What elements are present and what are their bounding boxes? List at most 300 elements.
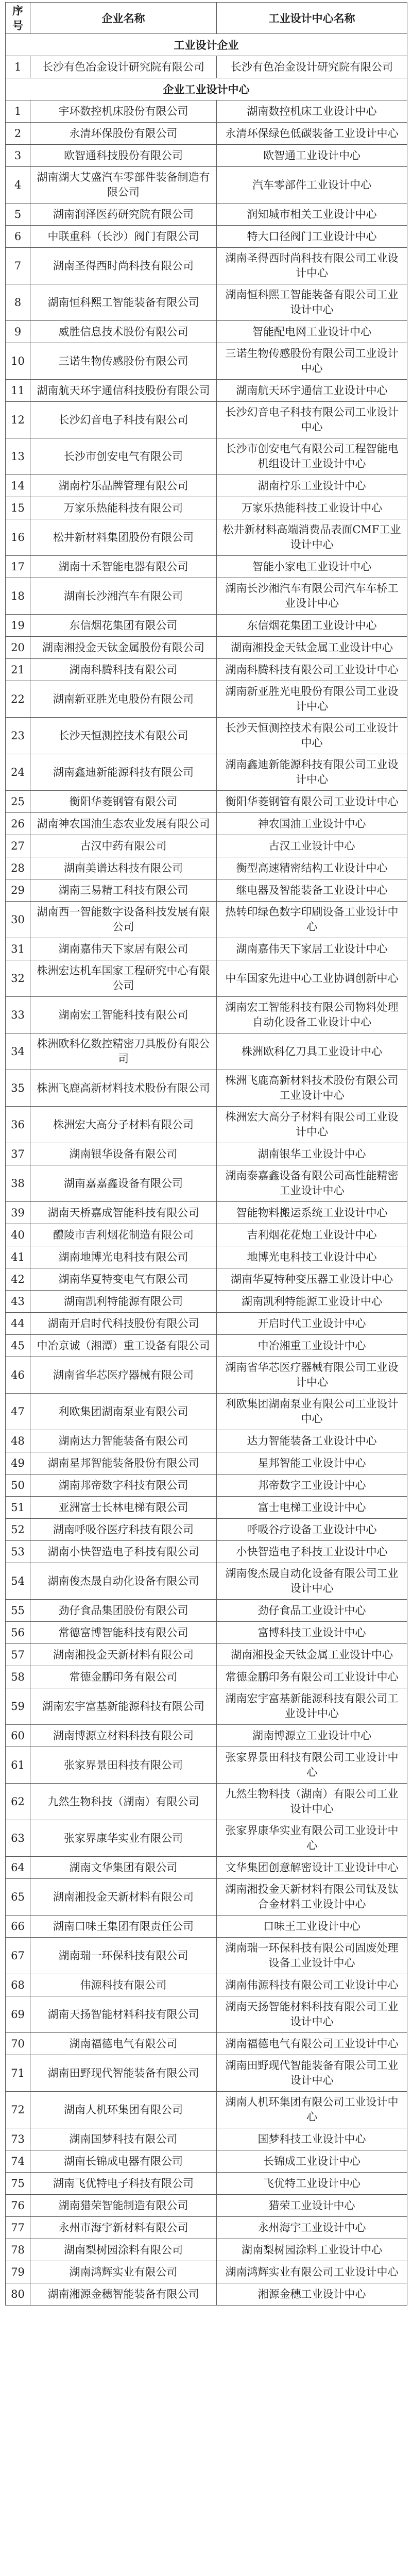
company-name: 湖南润泽医药研究院有限公司 [30,204,217,226]
table-row [6,1394,407,1430]
company-name: 湖南湘源金穗智能装备有限公司 [30,2283,217,2306]
design-center-name: 湖南圣得西时尚科技有限公司工业设计中心 [217,248,407,284]
table-row [6,1202,407,1224]
company-name: 湖南地博光电科技有限公司 [30,1246,217,1268]
row-num: 41 [6,1246,30,1268]
company-name: 湖南宏宇富基新能源科技有限公司 [30,1688,217,1725]
company-name: 湖南湘投金天新材料有限公司 [30,1879,217,1916]
design-center-name: 湖南人机环集团有限公司工业设计中心 [217,2092,407,2128]
table-row [6,1246,407,1268]
company-name: 湖南文华集团有限公司 [30,1857,217,1879]
row-num: 7 [6,248,30,284]
header-center: 工业设计中心名称 [217,3,407,34]
table-row [6,997,407,1033]
company-name: 湖南华夏特变电气有限公司 [30,1268,217,1291]
company-name: 湖南小快智造电子科技有限公司 [30,1541,217,1563]
row-num: 77 [6,2217,30,2239]
table-row [6,1784,407,1820]
company-name: 三诺生物传感股份有限公司 [30,343,217,380]
design-center-name: 湖南新亚胜光电股份有限公司工业设计中心 [217,681,407,718]
design-center-name: 长沙天恒测控技术有限公司工业设计中心 [217,718,407,754]
design-center-name: 开启时代工业设计中心 [217,1313,407,1335]
company-name: 衡阳华菱钢管有限公司 [30,791,217,813]
row-num: 9 [6,321,30,343]
design-center-name: 万家乐热能科技工业设计中心 [217,497,407,519]
company-name: 湖南开启时代科技股份有限公司 [30,1313,217,1335]
row-num: 1 [6,56,30,78]
table-row [6,2173,407,2195]
table-row [6,475,407,497]
company-name: 松井新材料集团股份有限公司 [30,519,217,556]
design-center-name: 湖南数控机床工业设计中心 [217,100,407,123]
company-name: 宇环数控机床股份有限公司 [30,100,217,123]
company-name: 湖南嘉伟天下家居有限公司 [30,938,217,960]
row-num: 26 [6,813,30,835]
design-center-name: 神农国油工业设计中心 [217,813,407,835]
design-center-name: 湖南鑫迪新能源科技有限公司工业设计中心 [217,754,407,791]
design-center-name: 衡阳华菱钢管有限公司工业设计中心 [217,791,407,813]
design-center-name: 株洲宏大高分子材料有限公司工业设计中心 [217,1107,407,1143]
table-row [6,1541,407,1563]
table-row [6,1879,407,1916]
row-num: 2 [6,123,30,145]
company-name: 张家界景田科技有限公司 [30,1747,217,1784]
row-num: 34 [6,1033,30,1070]
company-name: 九然生物科技（湖南）有限公司 [30,1784,217,1820]
row-num: 66 [6,1916,30,1938]
design-center-name: 欧智通工业设计中心 [217,145,407,167]
company-name: 湖南鑫迪新能源科技有限公司 [30,754,217,791]
design-center-name: 长锦成工业设计中心 [217,2150,407,2173]
row-num: 63 [6,1820,30,1857]
table-row [6,204,407,226]
design-center-name: 湖南恒科熙工智能装备有限公司工业设计中心 [217,284,407,321]
row-num: 5 [6,204,30,226]
company-name: 醴陵市吉利烟花制造有限公司 [30,1224,217,1246]
design-center-name: 湖南天扬智能材料科技有限公司工业设计中心 [217,1996,407,2033]
design-center-name: 汽车零部件工业设计中心 [217,167,407,204]
table-row [6,1335,407,1357]
row-num: 40 [6,1224,30,1246]
company-name: 欧智通科技股份有限公司 [30,145,217,167]
row-num: 1 [6,100,30,123]
design-center-name: 湖南泰嘉鑫设备有限公司高性能精密工业设计中心 [217,1165,407,1202]
company-name: 湖南湘投金天新材料有限公司 [30,1644,217,1666]
row-num: 3 [6,145,30,167]
company-name: 长沙幻音电子科技有限公司 [30,402,217,438]
design-center-name: 湖南伟源科技有限公司工业设计中心 [217,1974,407,1996]
row-num: 4 [6,167,30,204]
company-name: 湖南美谱达科技有限公司 [30,857,217,879]
design-center-name: 利欧集团湖南泵业有限公司工业设计中心 [217,1394,407,1430]
table-row [6,248,407,284]
table-row [6,2128,407,2150]
row-num: 62 [6,1784,30,1820]
design-center-name: 文华集团创意解密设计工业设计中心 [217,1857,407,1879]
company-name: 湖南圣得西时尚科技有限公司 [30,248,217,284]
table-row [6,123,407,145]
design-center-name: 继电器及智能装备工业设计中心 [217,879,407,902]
company-name: 湖南新亚胜光电股份有限公司 [30,681,217,718]
table-row [6,1519,407,1541]
table-row [6,637,407,659]
company-name: 长沙天恒测控技术有限公司 [30,718,217,754]
row-num: 6 [6,226,30,248]
table-row [6,402,407,438]
row-num: 53 [6,1541,30,1563]
row-num: 14 [6,475,30,497]
row-num: 69 [6,1996,30,2033]
design-center-name: 星邦智能工业设计中心 [217,1452,407,1475]
table-row [6,1600,407,1622]
company-name: 长沙有色冶金设计研究院有限公司 [30,56,217,78]
table-row [6,791,407,813]
table-row [6,2055,407,2092]
table-row [6,1430,407,1452]
design-center-name: 湖南俊杰晟自动化设备有限公司工业设计中心 [217,1563,407,1600]
company-name: 湖南省华芯医疗器械有限公司 [30,1357,217,1394]
table-row [6,2195,407,2217]
table-row [6,56,407,78]
design-center-name: 中车国家先进中心工业协调创新中心 [217,960,407,997]
row-num: 23 [6,718,30,754]
row-num: 65 [6,1879,30,1916]
header-name: 企业名称 [30,3,217,34]
row-num: 48 [6,1430,30,1452]
company-name: 湖南飞优特电子科技有限公司 [30,2173,217,2195]
table-row [6,578,407,615]
company-name: 湖南达力智能装备有限公司 [30,1430,217,1452]
design-center-name: 湖南嘉伟天下家居工业设计中心 [217,938,407,960]
row-num: 18 [6,578,30,615]
row-num: 73 [6,2128,30,2150]
company-name: 利欧集团湖南泵业有限公司 [30,1394,217,1430]
table-row [6,1268,407,1291]
row-num: 57 [6,1644,30,1666]
table-row [6,681,407,718]
design-center-name: 湖南梨树园涂料工业设计中心 [217,2239,407,2261]
section-title: 企业工业设计中心 [6,78,407,100]
table-row [6,1916,407,1938]
table-row [6,1357,407,1394]
table-row [6,145,407,167]
design-center-name: 永州海宇工业设计中心 [217,2217,407,2239]
row-num: 51 [6,1497,30,1519]
row-num: 60 [6,1725,30,1747]
table-row [6,1747,407,1784]
company-name: 中联重科（长沙）阀门有限公司 [30,226,217,248]
design-center-name: 富士电梯工业设计中心 [217,1497,407,1519]
table-row [6,1857,407,1879]
table-row [6,2217,407,2239]
design-center-name: 九然生物科技（湖南）有限公司工业设计中心 [217,1784,407,1820]
company-name: 湖南科腾科技有限公司 [30,659,217,681]
row-num: 61 [6,1747,30,1784]
company-name: 伟源科技有限公司 [30,1974,217,1996]
row-num: 13 [6,438,30,475]
company-name: 劲仔食品集团股份有限公司 [30,1600,217,1622]
row-num: 37 [6,1143,30,1165]
table-row [6,1563,407,1600]
company-name: 湖南口味王集团有限责任公司 [30,1916,217,1938]
table-row [6,1291,407,1313]
table-row [6,1688,407,1725]
table-row [6,1622,407,1644]
table-row [6,497,407,519]
table-row [6,321,407,343]
row-num: 72 [6,2092,30,2128]
design-center-name: 古汉工业设计中心 [217,835,407,857]
company-name: 株洲宏达机车国家工程研究中心有限公司 [30,960,217,997]
table-row [6,556,407,578]
company-name: 株洲欧科亿数控精密刀具股份有限公司 [30,1033,217,1070]
table-row [6,1313,407,1335]
company-name: 湖南博源立材料科技有限公司 [30,1725,217,1747]
company-name: 长沙市创安电气有限公司 [30,438,217,475]
company-name: 株洲宏大高分子材料有限公司 [30,1107,217,1143]
row-num: 22 [6,681,30,718]
company-name: 湖南宏工智能科技有限公司 [30,997,217,1033]
table-row [6,1974,407,1996]
company-name: 湖南凯利特能源有限公司 [30,1291,217,1313]
row-num: 68 [6,1974,30,1996]
row-num: 11 [6,380,30,402]
company-name: 湖南天桥嘉成智能科技有限公司 [30,1202,217,1224]
table-row [6,1143,407,1165]
table-row [6,1666,407,1688]
company-name: 湖南银华设备有限公司 [30,1143,217,1165]
row-num: 56 [6,1622,30,1644]
company-name: 湖南航天环宇通信科技股份有限公司 [30,380,217,402]
design-center-name: 湖南鸿辉实业有限公司工业设计中心 [217,2261,407,2283]
table-row [6,857,407,879]
row-num: 30 [6,902,30,938]
row-num: 35 [6,1070,30,1107]
design-center-name: 湖南凯利特能源工业设计中心 [217,1291,407,1313]
company-name: 常德富博智能科技有限公司 [30,1622,217,1644]
design-center-name: 衡型高速精密结构工业设计中心 [217,857,407,879]
design-center-name: 中冶湘重工业设计中心 [217,1335,407,1357]
design-center-name: 湖南瑞一环保科技有限公司固废处理设备工业设计中心 [217,1938,407,1974]
company-name: 湖南梨树园涂料有限公司 [30,2239,217,2261]
row-num: 16 [6,519,30,556]
row-num: 32 [6,960,30,997]
company-name: 湖南柠乐品牌管理有限公司 [30,475,217,497]
row-num: 54 [6,1563,30,1600]
row-num: 8 [6,284,30,321]
design-center-name: 株洲欧科亿刀具工业设计中心 [217,1033,407,1070]
design-center-name: 湖南华夏特种变压器工业设计中心 [217,1268,407,1291]
company-name: 湖南天扬智能材料科技有限公司 [30,1996,217,2033]
row-num: 10 [6,343,30,380]
row-num: 55 [6,1600,30,1622]
enterprise-table [5,2,407,2306]
table-row [6,343,407,380]
row-num: 44 [6,1313,30,1335]
company-name: 亚洲富士长林电梯有限公司 [30,1497,217,1519]
table-row [6,2033,407,2055]
row-num: 36 [6,1107,30,1143]
design-center-name: 湖南宏宇富基新能源科技有限公司工业设计中心 [217,1688,407,1725]
table-row [6,226,407,248]
row-num: 24 [6,754,30,791]
table-row [6,1224,407,1246]
company-name: 湖南俊杰晟自动化设备有限公司 [30,1563,217,1600]
design-center-name: 达力智能装备工业设计中心 [217,1430,407,1452]
design-center-name: 富博科技工业设计中心 [217,1622,407,1644]
company-name: 湖南湖大艾盛汽车零部件装备制造有限公司 [30,167,217,204]
design-center-name: 热转印绿色数字印刷设备工业设计中心 [217,902,407,938]
table-row [6,100,407,123]
table-row [6,167,407,204]
company-name: 湖南国梦科技有限公司 [30,2128,217,2150]
company-name: 常德金鹏印务有限公司 [30,1666,217,1688]
design-center-name: 小快智造电子科技工业设计中心 [217,1541,407,1563]
design-center-name: 湖南省华芯医疗器械有限公司工业设计中心 [217,1357,407,1394]
row-num: 28 [6,857,30,879]
row-num: 17 [6,556,30,578]
row-num: 46 [6,1357,30,1394]
table-row [6,1938,407,1974]
row-num: 75 [6,2173,30,2195]
table-row [6,1165,407,1202]
table-row [6,938,407,960]
design-center-name: 湖南湘投金天新材料有限公司钛及钛合金材料工业设计中心 [217,1879,407,1916]
company-name: 湖南鸿辉实业有限公司 [30,2261,217,2283]
table-row [6,1725,407,1747]
design-center-name: 智能配电网工业设计中心 [217,321,407,343]
row-num: 19 [6,615,30,637]
row-num: 78 [6,2239,30,2261]
table-row [6,1644,407,1666]
row-num: 71 [6,2055,30,2092]
table-row [6,2092,407,2128]
company-name: 湖南福德电气有限公司 [30,2033,217,2055]
row-num: 15 [6,497,30,519]
design-center-name: 湖南湘投金天钛金属工业设计中心 [217,637,407,659]
row-num: 45 [6,1335,30,1357]
row-num: 59 [6,1688,30,1725]
design-center-name: 常德金鹏印务有限公司工业设计中心 [217,1666,407,1688]
design-center-name: 三诺生物传感股份有限公司工业设计中心 [217,343,407,380]
row-num: 31 [6,938,30,960]
table-row [6,813,407,835]
design-center-name: 猎荣工业设计中心 [217,2195,407,2217]
table-row [6,2150,407,2173]
row-num: 20 [6,637,30,659]
company-name: 中冶京诚（湘潭）重工设备有限公司 [30,1335,217,1357]
design-center-name: 国梦科技工业设计中心 [217,2128,407,2150]
design-center-name: 飞优特工业设计中心 [217,2173,407,2195]
table-row [6,380,407,402]
section-row [6,78,407,100]
company-name: 永清环保股份有限公司 [30,123,217,145]
design-center-name: 东信烟花集团工业设计中心 [217,615,407,637]
design-center-name: 口味王工业设计中心 [217,1916,407,1938]
design-center-name: 呼吸谷疗设备工业设计中心 [217,1519,407,1541]
table-row [6,754,407,791]
company-name: 湖南神农国油生态农业发展有限公司 [30,813,217,835]
design-center-name: 湖南航天环宇通信工业设计中心 [217,380,407,402]
company-name: 湖南星邦智能装备股份有限公司 [30,1452,217,1475]
table-row [6,659,407,681]
design-center-name: 湖南田野现代智能装备有限公司工业设计中心 [217,2055,407,2092]
row-num: 42 [6,1268,30,1291]
row-num: 80 [6,2283,30,2306]
table-row [6,2239,407,2261]
row-num: 67 [6,1938,30,1974]
row-num: 74 [6,2150,30,2173]
row-num: 21 [6,659,30,681]
row-num: 12 [6,402,30,438]
table-row [6,1033,407,1070]
design-center-name: 长沙有色冶金设计研究院有限公司 [217,56,407,78]
company-name: 古汉中药有限公司 [30,835,217,857]
design-center-name: 湘源金穗工业设计中心 [217,2283,407,2306]
design-center-name: 地博光电科技工业设计中心 [217,1246,407,1268]
table-row [6,902,407,938]
design-center-name: 湖南宏工智能科技有限公司物料处理自动化设备工业设计中心 [217,997,407,1033]
table-row [6,835,407,857]
company-name: 湖南嘉嘉鑫设备有限公司 [30,1165,217,1202]
row-num: 70 [6,2033,30,2055]
table-row [6,1820,407,1857]
company-name: 湖南长沙湘汽车有限公司 [30,578,217,615]
design-center-name: 张家界康华实业有限公司工业设计中心 [217,1820,407,1857]
table-row [6,960,407,997]
design-center-name: 特大口径阀门工业设计中心 [217,226,407,248]
row-num: 79 [6,2261,30,2283]
table-row [6,438,407,475]
design-center-name: 湖南博源立工业设计中心 [217,1725,407,1747]
table-row [6,879,407,902]
company-name: 湖南瑞一环保科技有限公司 [30,1938,217,1974]
row-num: 43 [6,1291,30,1313]
row-num: 38 [6,1165,30,1202]
design-center-name: 邦帝数字工业设计中心 [217,1475,407,1497]
company-name: 湖南湘投金天钛金属股份有限公司 [30,637,217,659]
row-num: 76 [6,2195,30,2217]
table-row [6,284,407,321]
company-name: 湖南恒科熙工智能装备有限公司 [30,284,217,321]
table-header-row [6,3,407,34]
company-name: 湖南呼吸谷医疗科技有限公司 [30,1519,217,1541]
design-center-name: 长沙市创安电气有限公司工程智能电机组设计工业设计中心 [217,438,407,475]
design-center-name: 湖南柠乐工业设计中心 [217,475,407,497]
section-title: 工业设计企业 [6,34,407,56]
row-num: 27 [6,835,30,857]
table-row [6,1475,407,1497]
table-row [6,1070,407,1107]
company-name: 湖南邦帝数字科技有限公司 [30,1475,217,1497]
table-row [6,2283,407,2306]
design-center-name: 吉利烟花花炮工业设计中心 [217,1224,407,1246]
design-center-name: 长沙幻音电子科技有限公司工业设计中心 [217,402,407,438]
design-center-name: 湖南银华工业设计中心 [217,1143,407,1165]
row-num: 50 [6,1475,30,1497]
table-row [6,718,407,754]
row-num: 52 [6,1519,30,1541]
design-center-name: 智能物料搬运系统工业设计中心 [217,1202,407,1224]
design-center-name: 湖南科腾科技有限公司工业设计中心 [217,659,407,681]
row-num: 29 [6,879,30,902]
company-name: 湖南三易精工科技有限公司 [30,879,217,902]
company-name: 万家乐热能科技有限公司 [30,497,217,519]
company-name: 湖南长锦成电器有限公司 [30,2150,217,2173]
table-body [6,34,407,2306]
design-center-name: 张家界景田科技有限公司工业设计中心 [217,1747,407,1784]
design-center-name: 湖南长沙湘汽车有限公司汽车车桥工业设计中心 [217,578,407,615]
